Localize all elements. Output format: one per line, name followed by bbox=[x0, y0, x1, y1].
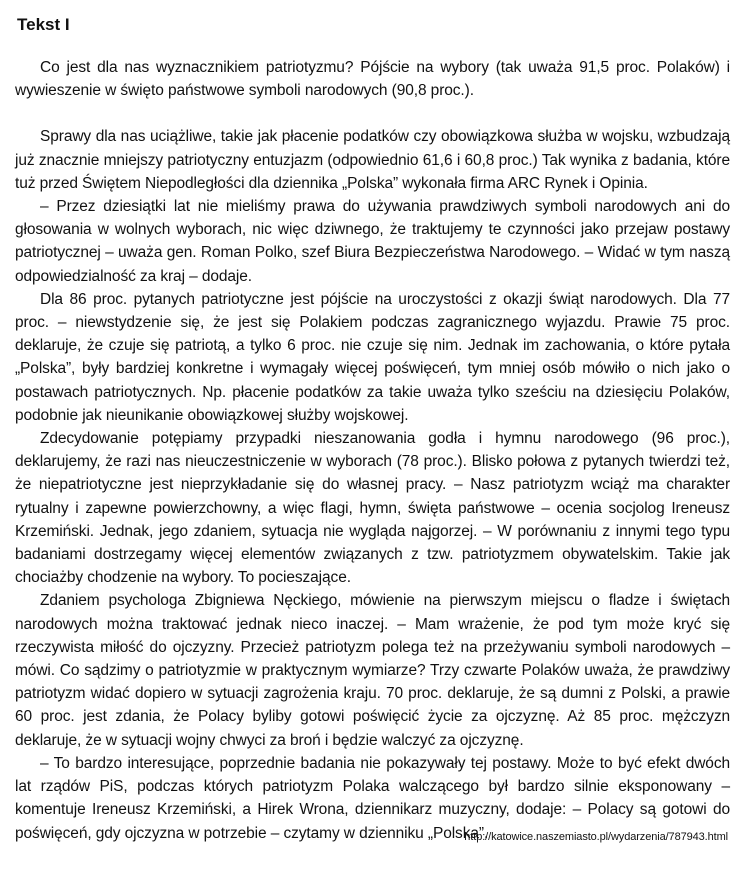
paragraph-polko-quote: – Przez dziesiątki lat nie mieliśmy prawa do używania prawdziwych symboli narodowych ani do głosowania w wolnych wyborach, nic więc dziwnego, że traktujemy te czynności jako przejaw postawy patriotycznej – uważa gen. Roman Polko, szef Biura Bezpieczeństwa Narodowego. – Widać w tym naszą odpowiedzialność za kraj – dodaje. bbox=[15, 198, 730, 285]
paragraph-closing: – To bardzo interesujące, poprzednie badania nie pokazywały tej postawy. Może to być efekt dwóch lat rządów PiS, podczas których patriotyzm Polaka walczącego był bardzo silnie eksponowany – komentuje Ireneusz Krzemiński, a Hirek Wrona, dziennikarz muzyczny, dodaje: – Polacy są gotowi do poświęceń, gdy ojczyzna w potrzebie – czytamy w dzienniku „Polska”. bbox=[15, 754, 730, 842]
text-heading: Tekst I bbox=[17, 15, 70, 34]
paragraph-survey-results: Dla 86 proc. pytanych patriotyczne jest pójście na uroczystości z okazji świąt narodowych. Dla 77 proc. – niewstydzenie się, że jest się Polakiem podczas zagranicznego wyjazdu. Prawie 75 proc. deklaruje, że czuje się patriotą, a tylko 6 proc. nie czuje się nim. Jednak im zachowania, o które pytała „Polska”, były bardziej konkretne i wymagały więcej poświęceń, tym mniej osób mówiło o nich jako o postawach patriotycznych. Np. płacenie podatków za takie uważa tylko sześciu na dziesięciu Polaków, podobnie jak nieunikanie obowiązkowej służby wojskowej. bbox=[15, 290, 730, 424]
paragraph-intro: Co jest dla nas wyznacznikiem patriotyzmu? Pójście na wybory (tak uważa 91,5 proc. Polaków) i wywieszenie w święto państwowe symboli narodowych (90,8 proc.). bbox=[15, 59, 730, 100]
source-url: http://katowice.naszemiasto.pl/wydarzenia/787943.html bbox=[464, 831, 728, 843]
paragraph-krzeminski: Zdecydowanie potępiamy przypadki nieszanowania godła i hymnu narodowego (96 proc.), deklarujemy, że razi nas nieuczestniczenie w wyborach (78 proc.). Blisko połowa z pytanych twierdzi też, że niepatriotyczne jest nieprzykładanie się do własnej pracy. – Nasz patriotyzm wciąż ma charakter rytualny i zapewne powierzchowny, a więc flagi, hymn, święta państwowe – ocenia socjolog Ireneusz Krzemiński. Jednak, jego zdaniem, sytuacja nie wygląda najgorzej. – W porównaniu z innymi tego typu badaniami dostrzegamy więcej elementów związanych z tzw. patriotyzmem obywatelskim. Takie jak chociażby chodzenie na wybory. To pocieszające. bbox=[15, 430, 730, 587]
paragraph-burdens: Sprawy dla nas uciążliwe, takie jak płacenie podatków czy obowiązkowa służba w wojsku, wzbudzają już znacznie mniejszy patriotyczny entuzjazm (odpowiednio 61,6 i 60,8 proc.) Tak wynika z badania, które tuż przed Świętem Niepodległości dla dziennika „Polska” wykonała firma ARC Rynek i Opinia. bbox=[15, 128, 730, 192]
paragraph-necki: Zdaniem psychologa Zbigniewa Nęckiego, mówienie na pierwszym miejscu o fladze i świętach narodowych można traktować jednak nieco inaczej. – Mam wrażenie, że pod tym może kryć się rzeczywista miłość do ojczyzny. Przecież patriotyzm polega też na przeżywaniu symboli narodowych – mówi. Co sądzimy o patriotyzmie w praktycznym wymiarze? Trzy czwarte Polaków uważa, że prawdziwy patriotyzm widać dopiero w sytuacji zagrożenia kraju. 70 proc. deklaruje, że są dumni z Polski, a prawie 60 proc. jest zdania, że Polacy byliby gotowi poświęcić życie za ojczyznę. Aż 85 proc. mężczyzn deklaruje, że w sytuacji wojny chwyci za broń i będzie walczyć za ojczyznę. bbox=[15, 592, 730, 749]
article-body bbox=[15, 56, 730, 845]
